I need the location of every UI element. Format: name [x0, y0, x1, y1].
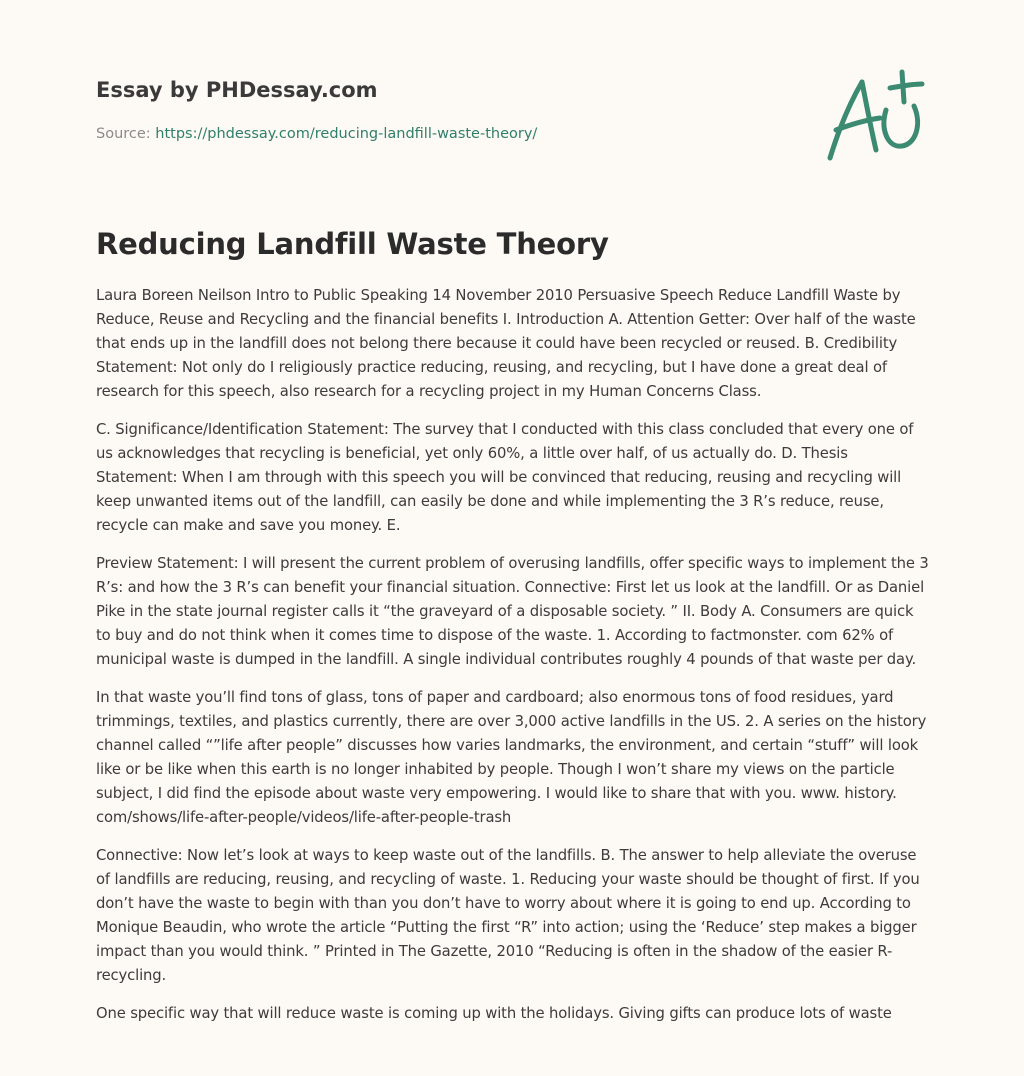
a-plus-grade-icon: [822, 66, 932, 166]
paragraph: One specific way that will reduce waste is coming up with the holidays. Giving gifts can produce lots of waste: [96, 1005, 892, 1022]
paragraph: Connective: Now let’s look at ways to keep waste out of the landfills. B. The answer to help alleviate the overuse of landfills are reducing, reusing, and recycling of waste. 1. Reducing your waste should be thought of first. If you don’t have the waste to begin with than you don’t have to worry about where it is going to end up. According to Monique Beaudin, who wrote the article “Putting the first “R” into action; using the ‘Reduce’ step makes a bigger impact than you would think. ” Printed in The Gazette, 2010 “Reducing is often in the shadow of the easier R-recycling.: [96, 847, 920, 984]
article-title: Reducing Landfill Waste Theory: [96, 227, 609, 261]
paragraph: Laura Boreen Neilson Intro to Public Speaking 14 November 2010 Persuasive Speech Reduce Landfill Waste by Reduce, Reuse and Recycling and the financial benefits I. Introduction A. Attention Getter: Over half of the waste that ends up in the landfill does not belong there because it could have been recycled or reused. B. Credibility Statement: Not only do I religiously practice reducing, reusing, and recycling, but I have done a great deal of research for this speech, also research for a recycling project in my Human Concerns Class.: [96, 287, 916, 400]
source-line: [96, 124, 537, 144]
paragraph: In that waste you’ll find tons of glass, tons of paper and cardboard; also enormous tons of food residues, yard trimmings, textiles, and plastics currently, there are over 3,000 active landfills in the US. 2. A series on the history channel called “”life after people” discusses how varies landmarks, the environment, and certain “stuff” will look like or be like when this earth is no longer inhabited by people. Though I won’t share my views on the particle subject, I did find the episode about waste very empowering. I would like to share that with you. www. history. com/shows/life-after-people/videos/life-after-people-trash: [96, 689, 927, 826]
paragraph: Preview Statement: I will present the current problem of overusing landfills, offer specific ways to implement the 3 R’s: and how the 3 R’s can benefit your financial situation. Connective: First let us look at the landfill. Or as Daniel Pike in the state journal register calls it “the graveyard of a disposable society. ” II. Body A. Consumers are quick to buy and do not think when it comes time to dispose of the waste. 1. According to factmonster. com 62% of municipal waste is dumped in the landfill. A single individual contributes roughly 4 pounds of that waste per day.: [96, 555, 929, 668]
source-link[interactable]: https://phdessay.com/reducing-landfill-waste-theory/: [155, 126, 538, 142]
source-label: Source:: [96, 126, 156, 142]
paragraph: C. Significance/Identification Statement: The survey that I conducted with this class concluded that every one of us acknowledges that recycling is beneficial, yet only 60%, a little over half, of us actually do. D. Thesis Statement: When I am through with this speech you will be convinced that reducing, reusing and recycling will keep unwanted items out of the landfill, can easily be done and while implementing the 3 R’s reduce, reuse, recycle can make and save you money. E.: [96, 421, 914, 534]
article-body: [96, 284, 932, 1040]
site-brand: Essay by PHDessay.com: [96, 78, 378, 102]
